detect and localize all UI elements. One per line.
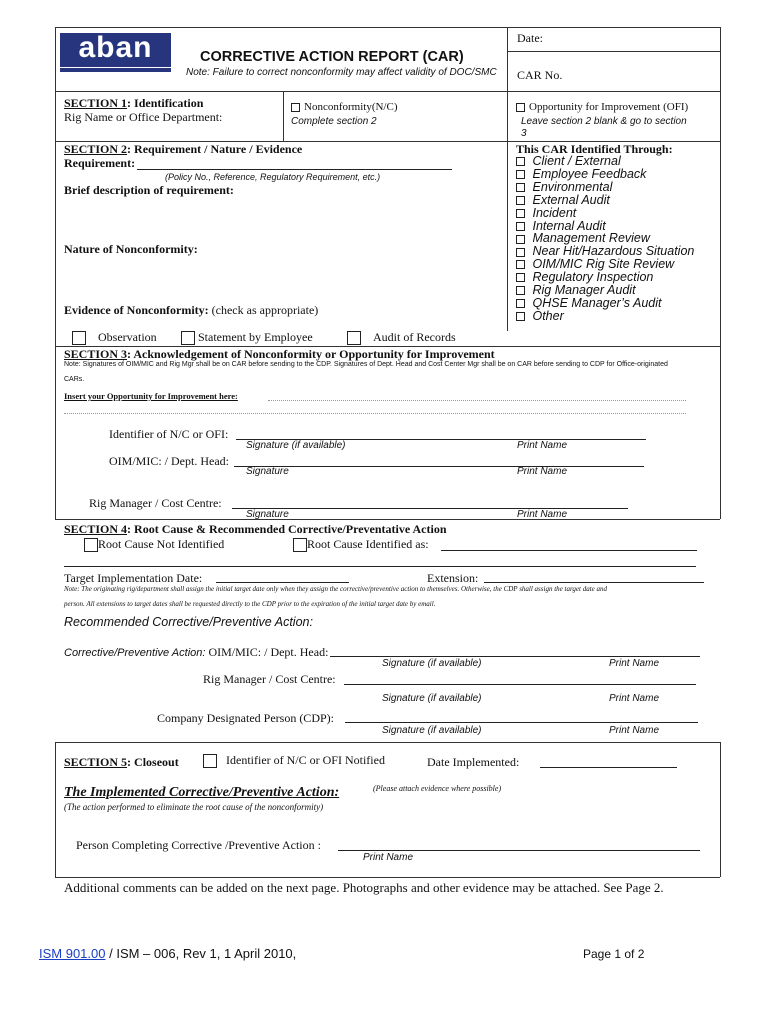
recommended-label: Recommended Corrective/Preventive Action: <box>64 615 313 629</box>
identifier-notified-checkbox[interactable] <box>203 754 217 768</box>
section5-border-right <box>720 742 721 877</box>
cp-oim-print-caption: Print Name <box>609 658 660 669</box>
checkbox[interactable] <box>516 299 525 308</box>
ofi-insert-label: Insert your Opportunity for Improvement here: <box>64 391 238 401</box>
logo-text: aban <box>78 31 153 64</box>
section1-heading: SECTION 1: Identification <box>64 96 204 110</box>
root-cause-field-2[interactable] <box>64 566 696 567</box>
checkbox[interactable] <box>516 157 525 166</box>
checkbox[interactable] <box>516 209 525 218</box>
list-item[interactable]: OIM/MIC Rig Site Review <box>516 258 694 271</box>
cp-rig-manager-print-caption: Print Name <box>609 693 660 704</box>
list-item[interactable]: Environmental <box>516 181 694 194</box>
ofi-note: Leave section 2 blank & go to section <box>521 116 687 127</box>
document-reference: ISM 901.00 / ISM – 006, Rev 1, 1 April 2010, <box>39 946 297 961</box>
statement-checkbox[interactable] <box>181 331 195 345</box>
list-item[interactable]: Regulatory Inspection <box>516 271 694 284</box>
cp-rig-manager-label: Rig Manager / Cost Centre: <box>203 672 336 686</box>
list-item[interactable]: Employee Feedback <box>516 168 694 181</box>
ofi-checkbox[interactable] <box>516 103 525 112</box>
car-no-label: CAR No. <box>517 68 563 82</box>
section1-border-top <box>55 91 720 92</box>
rig-name-label: Rig Name or Office Department: <box>64 110 223 124</box>
audit-checkbox[interactable] <box>347 331 361 345</box>
ofi-insert-field[interactable] <box>268 400 686 401</box>
rig-manager-print-caption: Print Name <box>517 509 568 520</box>
nonconformity-option[interactable]: Nonconformity(N/C) <box>291 101 397 113</box>
nature-label: Nature of Nonconformity: <box>64 242 198 256</box>
list-item[interactable]: QHSE Manager’s Audit <box>516 297 694 310</box>
list-item[interactable]: Rig Manager Audit <box>516 284 694 297</box>
person-print-caption: Print Name <box>363 852 414 863</box>
section4-note-2: person. All extensions to target dates shall be requested directly to the CDP prior to the expiration of the initial target date by email. <box>64 600 436 608</box>
oim-signature-caption: Signature <box>246 466 289 477</box>
implemented-title: The Implemented Corrective/Preventive Action: <box>64 785 340 800</box>
doc-link[interactable]: ISM 901.00 <box>39 946 106 961</box>
extension-field[interactable] <box>484 582 704 583</box>
identifier-print-caption: Print Name <box>517 440 568 451</box>
date-underline <box>507 51 720 52</box>
ofi-option[interactable]: Opportunity for Improvement (OFI) <box>516 101 688 113</box>
person-completing-label: Person Completing Corrective /Preventive Action : <box>76 838 321 852</box>
nonconformity-note: Complete section 2 <box>291 116 377 127</box>
list-item[interactable]: Near Hit/Hazardous Situation <box>516 245 694 258</box>
form-border-right <box>720 27 721 519</box>
ofi-note-2: 3 <box>521 128 527 139</box>
date-label: Date: <box>517 31 543 45</box>
evidence-audit[interactable]: Audit of Records <box>347 330 456 345</box>
list-item[interactable]: Internal Audit <box>516 220 694 233</box>
checkbox[interactable] <box>516 312 525 321</box>
section3-note-2: CARs. <box>64 376 85 383</box>
root-cause-field[interactable] <box>441 550 697 551</box>
header-note: Note: Failure to correct nonconformity may affect validity of DOC/SMC <box>186 67 497 78</box>
root-not-identified-checkbox[interactable] <box>84 538 98 552</box>
rig-manager-signature-caption: Signature <box>246 509 289 520</box>
identified-through-list <box>516 155 694 323</box>
list-item[interactable]: Client / External <box>516 155 694 168</box>
cp-oim-field[interactable] <box>330 656 700 657</box>
evidence-observation[interactable]: Observation <box>72 330 157 345</box>
list-item[interactable]: Other <box>516 310 694 323</box>
form-border-left <box>55 27 56 519</box>
checkbox[interactable] <box>516 235 525 244</box>
list-item[interactable]: Management Review <box>516 232 694 245</box>
section5-border-top <box>55 742 720 743</box>
page-number: Page 1 of 2 <box>583 947 645 961</box>
section4-border-top <box>55 519 720 520</box>
identifier-label: Identifier of N/C or OFI: <box>109 427 229 441</box>
oim-print-caption: Print Name <box>517 466 568 477</box>
person-completing-field[interactable] <box>338 850 700 851</box>
date-implemented-field[interactable] <box>540 767 677 768</box>
checkbox[interactable] <box>516 183 525 192</box>
section1-divider-right <box>507 91 508 141</box>
requirement-field[interactable] <box>137 169 452 170</box>
cp-rig-manager-field[interactable] <box>344 684 696 685</box>
cdp-signature-caption: Signature (if available) <box>382 725 482 736</box>
identified-through-heading: This CAR Identified Through: <box>516 142 673 156</box>
aban-logo <box>60 33 171 67</box>
section4-note: Note: The originating rig/department shall assign the initial target date only when they assign the corrective/preventive action to themselves. Otherwise, the CDP shall assign the target date and <box>64 585 608 593</box>
identifier-signature-caption: Signature (if available) <box>246 440 346 451</box>
section2-divider <box>507 141 508 331</box>
checkbox[interactable] <box>516 273 525 282</box>
section1-divider-mid <box>283 91 284 141</box>
section3-heading: SECTION 3: Acknowledgement of Nonconformity or Opportunity for Improvement <box>64 347 495 361</box>
identifier-notified-option[interactable]: Identifier of N/C or OFI Notified <box>203 753 385 768</box>
cdp-print-caption: Print Name <box>609 725 660 736</box>
root-identified-checkbox[interactable] <box>293 538 307 552</box>
action-hint: (The action performed to eliminate the root cause of the nonconformity) <box>64 802 324 812</box>
header-divider <box>507 27 508 91</box>
observation-checkbox[interactable] <box>72 331 86 345</box>
logo-bar <box>60 68 171 72</box>
cp-action-label: Corrective/Preventive Action: OIM/MIC: / Dept. Head: <box>64 645 329 659</box>
checkbox[interactable] <box>516 286 525 295</box>
root-not-identified-option[interactable]: Root Cause Not Identified <box>84 537 224 552</box>
cdp-label: Company Designated Person (CDP): <box>157 711 334 725</box>
brief-description-label: Brief description of requirement: <box>64 183 234 197</box>
checkbox[interactable] <box>516 260 525 269</box>
target-date-field[interactable] <box>216 582 349 583</box>
section3-note: Note: Signatures of OIM/MIC and Rig Mgr shall be on CAR before sending to the CDP. Signatures of Dept. Head and Cost Center Mgr shall be on CAR before sending to CDP for Office-originated <box>64 361 668 368</box>
form-border-bottom <box>55 877 720 878</box>
checkbox[interactable] <box>516 248 525 257</box>
list-item[interactable]: Incident <box>516 207 694 220</box>
nonconformity-checkbox[interactable] <box>291 103 300 112</box>
rig-manager-label: Rig Manager / Cost Centre: <box>89 496 222 510</box>
checkbox[interactable] <box>516 196 525 205</box>
evidence-statement[interactable]: Statement by Employee <box>181 330 313 345</box>
target-date-label: Target Implementation Date: <box>64 571 203 585</box>
cdp-field[interactable] <box>345 722 698 723</box>
cp-oim-signature-caption: Signature (if available) <box>382 658 482 669</box>
section5-heading: SECTION 5: Closeout <box>64 755 179 769</box>
oim-field[interactable] <box>234 466 644 467</box>
requirement-label: Requirement: <box>64 156 136 170</box>
form-border-top <box>55 27 720 28</box>
page-title: CORRECTIVE ACTION REPORT (CAR) <box>200 49 464 65</box>
list-item[interactable]: External Audit <box>516 194 694 207</box>
additional-comments-note: Additional comments can be added on the next page. Photographs and other evidence may be attached. See Page 2. <box>64 880 664 895</box>
cp-rig-manager-signature-caption: Signature (if available) <box>382 693 482 704</box>
oim-label: OIM/MIC: / Dept. Head: <box>109 454 229 468</box>
section5-border-left <box>55 742 56 877</box>
extension-label: Extension: <box>427 571 479 585</box>
evidence-label: Evidence of Nonconformity: (check as appropriate) <box>64 303 319 317</box>
rig-manager-field[interactable] <box>232 508 628 509</box>
checkbox[interactable] <box>516 222 525 231</box>
root-identified-option[interactable]: Root Cause Identified as: <box>293 537 429 552</box>
ofi-insert-field-2[interactable] <box>64 413 686 414</box>
section4-heading: SECTION 4: Root Cause & Recommended Corrective/Preventative Action <box>64 522 447 536</box>
date-implemented-label: Date Implemented: <box>427 755 520 769</box>
requirement-hint: (Policy No., Reference, Regulatory Requirement, etc.) <box>165 172 381 182</box>
attach-hint: (Please attach evidence where possible) <box>373 784 502 793</box>
checkbox[interactable] <box>516 170 525 179</box>
section2-heading: SECTION 2: Requirement / Nature / Evidence <box>64 142 303 156</box>
